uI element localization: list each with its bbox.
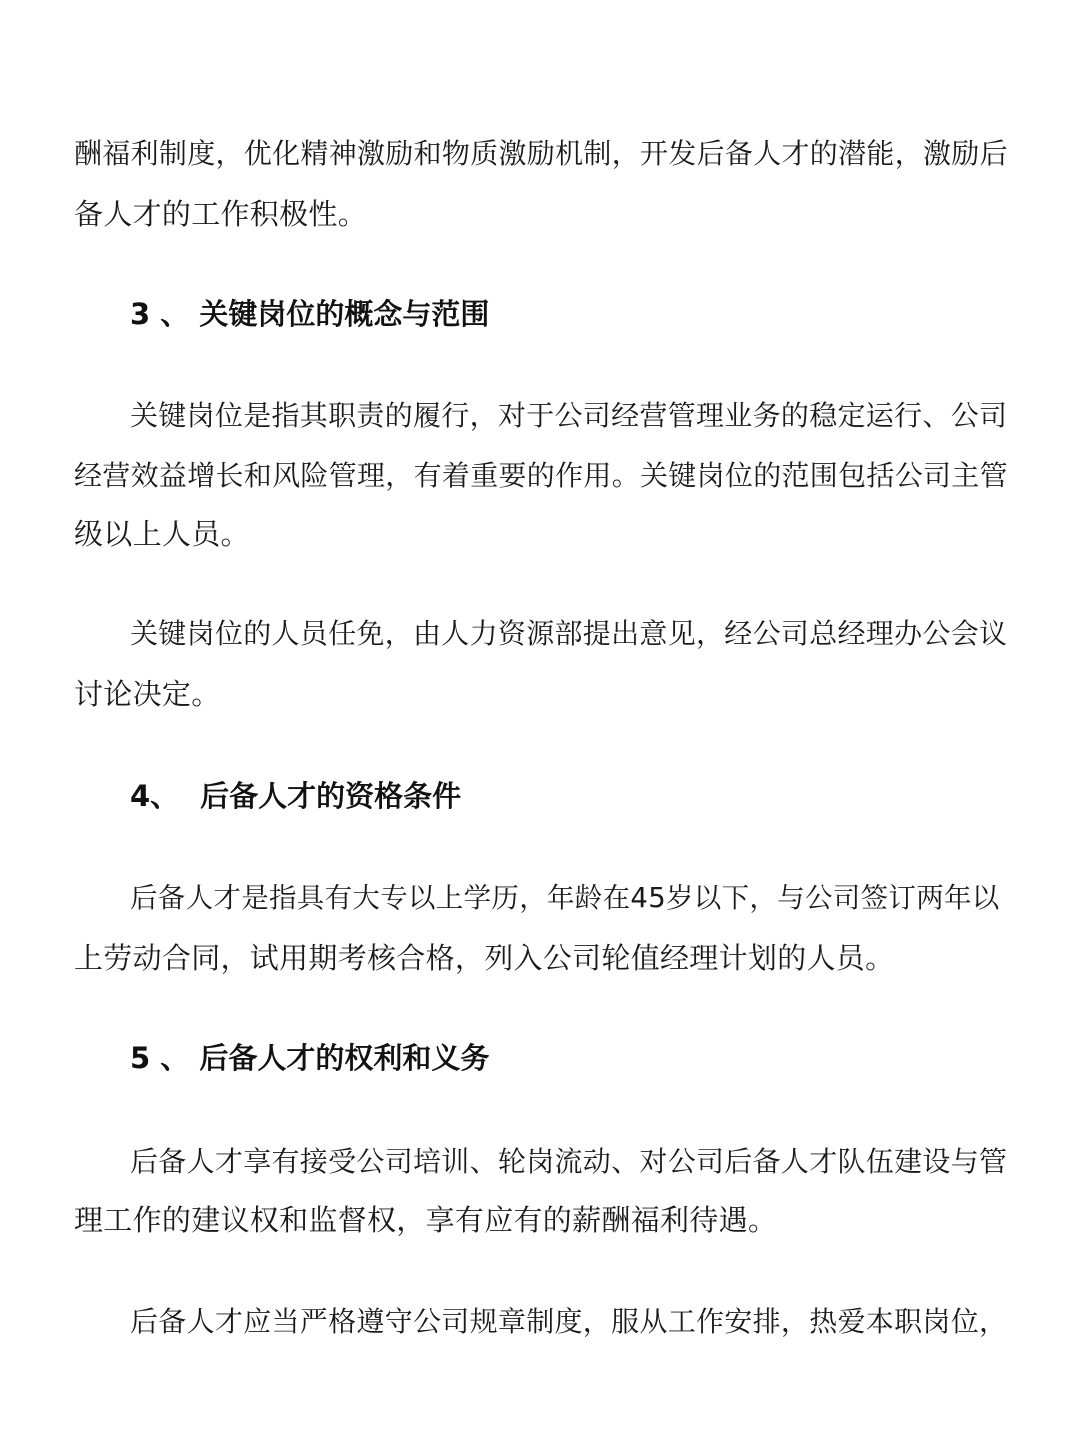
section-number: 4、 [130, 779, 180, 813]
paragraph-line: 关键岗位是指其职责的履行，对于公司经营管理业务的稳定运行、公司 [130, 399, 1008, 432]
section-number: 5 、 [130, 1041, 190, 1075]
paragraph-line: 级以上人员。 [74, 517, 250, 551]
paragraph-line: 上劳动合同，试用期考核合格，列入公司轮值经理计划的人员。 [74, 941, 895, 975]
paragraph-line: 经营效益增长和风险管理，有着重要的作用。关键岗位的范围包括公司主管 [74, 459, 1008, 492]
section-heading-5 [130, 1038, 489, 1078]
paragraph-line: 备人才的工作积极性。 [74, 197, 368, 231]
section-heading-4 [130, 776, 461, 816]
section-title: 后备人才的权利和义务 [199, 1041, 490, 1075]
paragraph-line: 讨论决定。 [74, 677, 221, 711]
paragraph-line: 后备人才是指具有大专以上学历，年龄在45岁以下，与公司签订两年以 [130, 882, 1000, 914]
section-heading-3 [130, 294, 489, 334]
section-title: 关键岗位的概念与范围 [199, 297, 490, 331]
paragraph-line: 理工作的建议权和监督权，享有应有的薪酬福利待遇。 [74, 1203, 778, 1237]
paragraph-line: 关键岗位的人员任免，由人力资源部提出意见，经公司总经理办公会议 [130, 617, 1008, 650]
paragraph-line: 后备人才享有接受公司培训、轮岗流动、对公司后备人才队伍建设与管 [130, 1145, 1008, 1178]
section-number: 3 、 [130, 297, 190, 331]
section-title: 后备人才的资格条件 [200, 779, 462, 813]
paragraph-line: 酬福利制度，优化精神激励和物质激励机制，开发后备人才的潜能，激励后 [74, 137, 1008, 170]
paragraph-line: 后备人才应当严格遵守公司规章制度，服从工作安排，热爱本职岗位， [130, 1305, 1008, 1338]
